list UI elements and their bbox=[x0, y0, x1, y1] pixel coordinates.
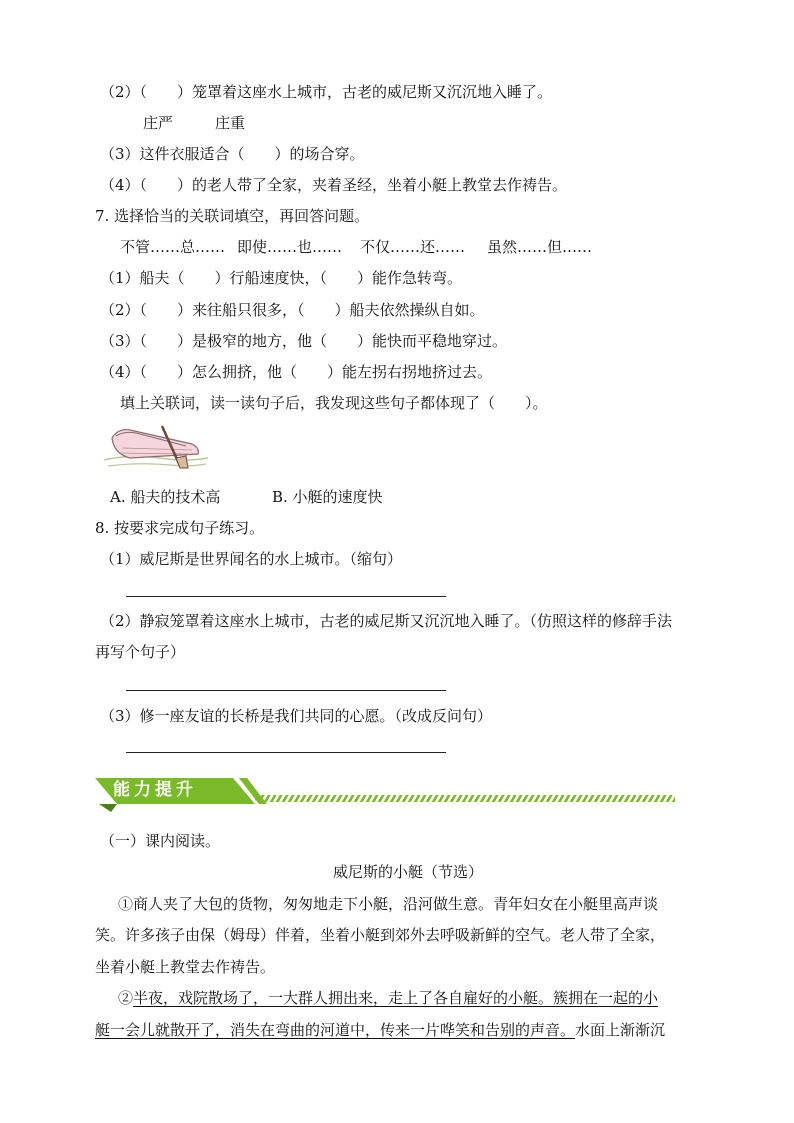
answer-line-1[interactable] bbox=[126, 596, 446, 597]
q6-option-1: 庄严 bbox=[143, 114, 174, 132]
q7-choice-1: 不管……总…… bbox=[120, 238, 226, 256]
underlined-sentence: 艇一会儿就散开了，消失在弯曲的河道中，传来一片哗笑和告别的声音。 bbox=[95, 1021, 576, 1039]
q7-option-a: A. 船夫的技术高 bbox=[110, 488, 221, 506]
answer-line-2[interactable] bbox=[126, 690, 446, 691]
underlined-sentence: 半夜，戏院散场了，一大群人拥出来，走上了各自雇好的小艇。簇拥在一起的小 bbox=[133, 989, 659, 1007]
passage-p1-line-1: ①商人夹了大包的货物，匆匆地走下小艇，沿河做生意。青年妇女在小艇里高声谈 bbox=[118, 895, 659, 913]
passage-text: 水面上渐渐沉 bbox=[575, 1021, 666, 1039]
q6-item-3: （3）这件衣服适合（ ）的场合穿。 bbox=[100, 145, 365, 163]
q8-item-2-line-2: 再写个句子） bbox=[95, 643, 186, 661]
passage-p2-line-2 bbox=[95, 1020, 665, 1040]
section-title: 能力提升 bbox=[113, 780, 197, 800]
q8-item-1: （1）威尼斯是世界闻名的水上城市。（缩句） bbox=[100, 550, 403, 568]
q7-item-2: （2）（ ）来往船只很多，（ ）船夫依然操纵自如。 bbox=[100, 301, 485, 319]
q7-item-3: （3）（ ）是极窄的地方，他（ ）能快而平稳地穿过。 bbox=[100, 332, 508, 350]
q7-item-4: （4）（ ）怎么拥挤，他（ ）能左拐右拐地挤过去。 bbox=[100, 363, 493, 381]
q8-item-2-line-1: （2）静寂笼罩着这座水上城市，古老的威尼斯又沉沉地入睡了。（仿照这样的修辞手法 bbox=[100, 612, 673, 630]
q6-item-2: （2）（ ）笼罩着这座水上城市，古老的威尼斯又沉沉地入睡了。 bbox=[100, 83, 553, 101]
passage-p2-line-1 bbox=[118, 988, 658, 1008]
q7-option-b: B. 小艇的速度快 bbox=[272, 488, 383, 506]
passage-p1-line-2: 笑。许多孩子由保（姆母）伴着，坐着小艇到郊外去呼吸新鲜的空气。老人带了全家， bbox=[95, 926, 666, 944]
passage-p1-line-3: 坐着小艇上教堂去作祷告。 bbox=[95, 958, 276, 976]
boat-illustration bbox=[100, 420, 210, 472]
water-line bbox=[108, 464, 206, 466]
q7-item-1: （1）船夫（ ）行船速度快，（ ）能作急转弯。 bbox=[100, 269, 463, 287]
banner-fold bbox=[99, 804, 117, 812]
q7-choice-3: 不仅……还…… bbox=[360, 238, 466, 256]
paragraph-number: ② bbox=[118, 989, 134, 1007]
q7-question: 填上关联词，读一读句子后，我发现这些句子都体现了（ ）。 bbox=[120, 394, 548, 412]
reading-part-label: （一）课内阅读。 bbox=[100, 832, 221, 850]
answer-line-3[interactable] bbox=[126, 752, 446, 753]
q7-choice-2: 即使……也…… bbox=[237, 238, 343, 256]
q7-title: 7. 选择恰当的关联词填空，再回答问题。 bbox=[95, 207, 370, 225]
passage-title: 威尼斯的小艇（节选） bbox=[333, 863, 484, 881]
q6-item-4: （4）（ ）的老人带了全家，夹着圣经，坐着小艇上教堂去作祷告。 bbox=[100, 176, 568, 194]
q8-item-3: （3）修一座友谊的长桥是我们共同的心愿。（改成反问句） bbox=[100, 707, 493, 725]
banner-hatch bbox=[255, 795, 675, 802]
q7-choice-4: 虽然……但…… bbox=[487, 238, 593, 256]
q6-option-2: 庄重 bbox=[215, 114, 246, 132]
q8-title: 8. 按要求完成句子练习。 bbox=[95, 519, 265, 537]
oar-blade bbox=[176, 456, 188, 468]
